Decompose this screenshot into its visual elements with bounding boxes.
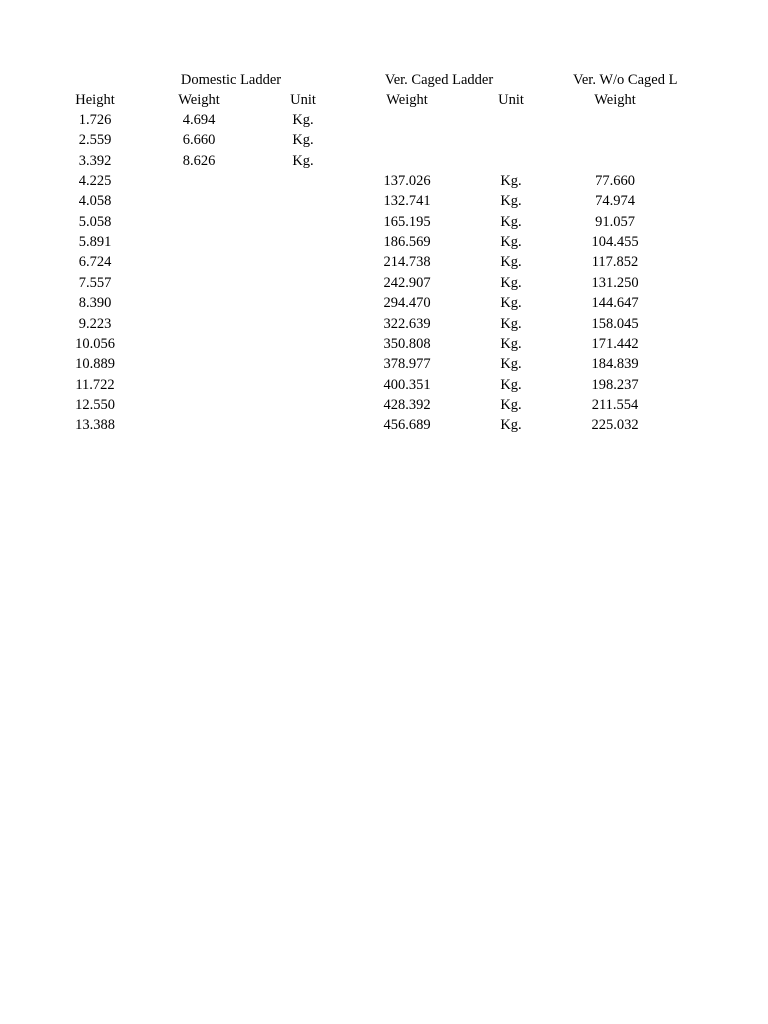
column-header-wo-caged-weight: Weight	[594, 92, 636, 108]
cell-caged-weight: 214.738	[383, 254, 431, 271]
cell-caged-weight: 322.639	[383, 315, 431, 332]
cell-domestic-weight: 8.626	[182, 152, 216, 169]
table-row	[0, 395, 768, 415]
cell-wo-caged-weight: 131.250	[591, 274, 639, 291]
cell-domestic-weight: 6.660	[182, 132, 216, 149]
table-row	[0, 314, 768, 334]
cell-wo-caged-weight: 117.852	[591, 254, 639, 271]
table-row	[0, 273, 768, 293]
cell-height: 11.722	[75, 376, 115, 393]
cell-wo-caged-weight: 104.455	[591, 234, 639, 251]
table-row	[0, 130, 768, 150]
cell-wo-caged-weight: 74.974	[595, 193, 635, 210]
cell-caged-unit: Kg.	[500, 335, 522, 352]
group-label-domestic-ladder: Domestic Ladder	[180, 72, 282, 88]
cell-caged-weight: 350.808	[383, 335, 431, 352]
group-header-row	[0, 70, 768, 90]
cell-height: 8.390	[78, 295, 112, 312]
table-row	[0, 232, 768, 252]
cell-height: 12.550	[75, 396, 115, 413]
table-row	[0, 212, 768, 232]
cell-caged-unit: Kg.	[500, 315, 522, 332]
cell-height: 4.058	[78, 193, 112, 210]
group-label-ver-caged-ladder: Ver. Caged Ladder	[384, 72, 494, 88]
cell-caged-unit: Kg.	[500, 396, 522, 413]
cell-caged-unit: Kg.	[500, 417, 522, 434]
cell-domestic-unit: Kg.	[292, 112, 314, 128]
cell-caged-unit: Kg.	[500, 213, 522, 230]
table-row	[0, 334, 768, 354]
column-header-domestic-weight: Weight	[178, 92, 220, 108]
cell-wo-caged-weight: 211.554	[591, 396, 639, 413]
cell-caged-weight: 242.907	[383, 274, 431, 291]
table-row	[0, 191, 768, 211]
cell-caged-weight: 165.195	[383, 213, 431, 230]
column-header-row	[0, 90, 768, 110]
table-row	[0, 354, 768, 374]
cell-height: 10.889	[75, 356, 115, 373]
cell-height: 5.891	[78, 234, 112, 251]
cell-caged-unit: Kg.	[500, 274, 522, 291]
cell-height: 3.392	[78, 152, 112, 169]
cell-caged-weight: 137.026	[383, 173, 431, 190]
cell-caged-weight: 456.689	[383, 417, 431, 434]
cell-height: 10.056	[75, 335, 115, 352]
cell-height: 4.225	[78, 173, 112, 190]
cell-caged-weight: 294.470	[383, 295, 431, 312]
cell-caged-unit: Kg.	[500, 356, 522, 373]
cell-domestic-unit: Kg.	[292, 152, 314, 169]
cell-caged-weight: 186.569	[383, 234, 431, 251]
cell-domestic-weight: 4.694	[182, 112, 216, 128]
cell-wo-caged-weight: 77.660	[595, 173, 635, 190]
cell-caged-weight: 378.977	[383, 356, 431, 373]
table-row	[0, 375, 768, 395]
table-row	[0, 171, 768, 191]
cell-height: 2.559	[78, 132, 112, 149]
column-header-caged-weight: Weight	[386, 92, 428, 108]
cell-caged-weight: 428.392	[383, 396, 431, 413]
cell-wo-caged-weight: 198.237	[591, 376, 639, 393]
cell-caged-unit: Kg.	[500, 376, 522, 393]
cell-wo-caged-weight: 91.057	[595, 213, 635, 230]
cell-wo-caged-weight: 158.045	[591, 315, 639, 332]
cell-caged-unit: Kg.	[500, 295, 522, 312]
group-label-ver-wo-caged-ladder: Ver. W/o Caged L	[573, 72, 678, 88]
cell-wo-caged-weight: 184.839	[591, 356, 639, 373]
table-row	[0, 293, 768, 313]
cell-height: 7.557	[78, 274, 112, 291]
cell-height: 1.726	[78, 112, 112, 128]
cell-wo-caged-weight: 144.647	[591, 295, 639, 312]
table-row	[0, 110, 768, 130]
cell-caged-unit: Kg.	[500, 193, 522, 210]
cell-domestic-unit: Kg.	[292, 132, 314, 149]
column-header-caged-unit: Unit	[498, 92, 524, 108]
column-header-domestic-unit: Unit	[290, 92, 316, 108]
table-row	[0, 151, 768, 171]
table-row	[0, 252, 768, 272]
cell-caged-weight: 132.741	[383, 193, 431, 210]
cell-height: 13.388	[75, 417, 115, 434]
cell-caged-weight: 400.351	[383, 376, 431, 393]
column-header-height: Height	[75, 92, 115, 108]
cell-height: 6.724	[78, 254, 112, 271]
table-row	[0, 415, 768, 435]
cell-wo-caged-weight: 171.442	[591, 335, 639, 352]
cell-caged-unit: Kg.	[500, 254, 522, 271]
cell-caged-unit: Kg.	[500, 234, 522, 251]
cell-caged-unit: Kg.	[500, 173, 522, 190]
cell-height: 5.058	[78, 213, 112, 230]
cell-wo-caged-weight: 225.032	[591, 417, 639, 434]
cell-height: 9.223	[78, 315, 112, 332]
